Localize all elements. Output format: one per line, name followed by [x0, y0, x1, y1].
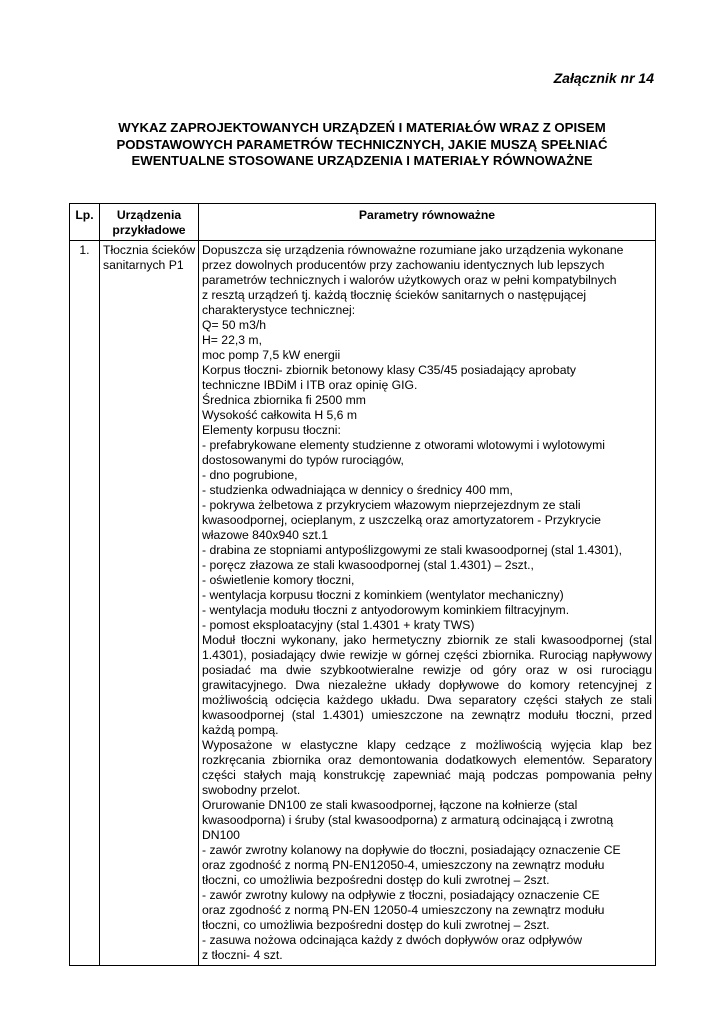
- params-line: kwasoodporna) i śruby (stal kwasoodporna) z armaturą odcinającą i zwrotną: [202, 813, 614, 827]
- params-line: oraz zgodność z normą PN-EN12050-4, umieszczony na zewnątrz modułu: [202, 858, 605, 872]
- params-line: kwasoodpornej, ocieplanym, z uszczelką oraz amortyzatorem - Przykrycie: [202, 513, 601, 527]
- params-line: tłoczni, co umożliwia bezpośredni dostęp do kuli zwrotnej – 2szt.: [202, 918, 550, 932]
- params-line: Wysokość całkowita H 5,6 m: [202, 408, 357, 422]
- params-line: Średnica zbiornika fi 2500 mm: [202, 393, 366, 407]
- params-line: parametrów technicznych i walorów użytkowych oraz w pełni kompatybilnych: [202, 273, 617, 287]
- params-line: dostosowanymi do typów rurociągów,: [202, 453, 404, 467]
- params-line: - prefabrykowane elementy studzienne z otworami wlotowymi i wylotowymi: [202, 438, 606, 452]
- title-line: WYKAZ ZAPROJEKTOWANYCH URZĄDZEŃ I MATERIAŁÓW WRAZ Z OPISEM: [118, 120, 606, 135]
- params-line: Elementy korpusu tłoczni:: [202, 423, 341, 437]
- title-line: PODSTAWOWYCH PARAMETRÓW TECHNICZNYCH, JAKIE MUSZĄ SPEŁNIAĆ: [116, 136, 608, 152]
- document-title: [70, 120, 654, 170]
- params-line: - zasuwa nożowa odcinająca każdy z dwóch dopływów oraz odpływów: [202, 933, 583, 947]
- params-line: z resztą urządzeń tj. każdą tłocznię ścieków sanitarnych o następującej: [202, 288, 587, 302]
- table-header-row: [70, 204, 656, 241]
- params-line: tłoczni, co umożliwia bezpośredni dostęp do kuli zwrotnej – 2szt.: [202, 873, 550, 887]
- header-device: [100, 204, 199, 241]
- params-line: H= 22,3 m,: [202, 333, 262, 347]
- header-lp: Lp.: [70, 204, 100, 241]
- row-device: [100, 241, 199, 966]
- params-paragraph: Wyposażone w elastyczne klapy cedzące z możliwością wyjęcia klap bez rozkręcania zbiornika oraz demontowania dodatkowych elementów. Separatory części stałych mają konstrukcję zapewniać mają podczas pompowania pełny swobodny przelot.: [202, 738, 652, 797]
- attachment-label: Załącznik nr 14: [553, 70, 654, 86]
- params-line: moc pomp 7,5 kW energii: [202, 348, 341, 362]
- params-line: włazowe 840x940 szt.1: [202, 528, 329, 542]
- params-line: przez dowolnych producentów przy zachowaniu identycznych lub lepszych: [202, 258, 605, 272]
- params-line: - zawór zwrotny kolanowy na dopływie do tłoczni, posiadający oznaczenie CE: [202, 843, 621, 857]
- params-line: - zawór zwrotny kulowy na odpływie z tłoczni, posiadający oznaczenie CE: [202, 888, 600, 902]
- params-line: - pokrywa żelbetowa z przykryciem włazowym nieprzejezdnym ze stali: [202, 498, 581, 512]
- header-params: Parametry równoważne: [199, 204, 656, 241]
- params-line: Korpus tłoczni- zbiornik betonowy klasy C35/45 posiadający aprobaty: [202, 363, 576, 377]
- params-line: Dopuszcza się urządzenia równoważne rozumiane jako urządzenia wykonane: [202, 243, 624, 257]
- params-line: oraz zgodność z normą PN-EN 12050-4 umieszczony na zewnątrz modułu: [202, 903, 605, 917]
- row-lp: 1.: [70, 241, 100, 966]
- params-line: - wentylacja korpusu tłoczni z kominkiem (wentylator mechaniczny): [202, 588, 564, 602]
- params-line: - dno pogrubione,: [202, 468, 298, 482]
- params-line: Q= 50 m3/h: [202, 318, 267, 332]
- params-line: DN100: [202, 828, 240, 842]
- params-line: techniczne IBDiM i ITB oraz opinię GIG.: [202, 378, 418, 392]
- params-line: - wentylacja modułu tłoczni z antyodorowym kominkiem filtracyjnym.: [202, 603, 570, 617]
- header-device-line: przykładowe: [112, 223, 186, 237]
- table-row: [70, 241, 656, 966]
- params-line: charakterystyce technicznej:: [202, 303, 356, 317]
- params-line: - oświetlenie komory tłoczni,: [202, 573, 355, 587]
- params-line: Orurowanie DN100 ze stali kwasoodpornej, łączone na kołnierze (stal: [202, 798, 578, 812]
- row-device-line: Tłocznia ścieków: [103, 243, 196, 257]
- params-paragraph: Moduł tłoczni wykonany, jako hermetyczny zbiornik ze stali kwasoodpornej (stal 1.4301), posiadający dwie rewizje w górnej części zbiornika. Rurociąg napływowy posiadać ma dwie szybkootwieralne rewizje od góry oraz w osi rurociągu grawitacyjnego. Dwa niezależne układy dopływowe do komory retencyjnej z możliwością odcięcia każdego układu. Dwa separatory części stałych ze stali kwasoodpornej (stal 1.4301) umieszczone na zewnątrz modułu tłoczni, przed każdą pompą.: [202, 633, 652, 737]
- title-line: EWENTUALNE STOSOWANE URZĄDZENIA I MATERIAŁY RÓWNOWAŻNE: [131, 153, 593, 168]
- params-line: - studzienka odwadniająca w dennicy o średnicy 400 mm,: [202, 483, 513, 497]
- params-line: - drabina ze stopniami antypoślizgowymi ze stali kwasoodpornej (stal 1.4301),: [202, 543, 622, 557]
- params-line: z tłoczni- 4 szt.: [202, 948, 283, 962]
- row-params: [199, 241, 656, 966]
- header-device-line: Urządzenia: [116, 208, 182, 222]
- row-device-line: sanitarnych P1: [103, 258, 184, 272]
- equipment-table: [69, 203, 656, 966]
- params-line: - pomost eksploatacyjny (stal 1.4301 + kraty TWS): [202, 618, 475, 632]
- params-line: - poręcz złazowa ze stali kwasoodpornej (stal 1.4301) – 2szt.,: [202, 558, 534, 572]
